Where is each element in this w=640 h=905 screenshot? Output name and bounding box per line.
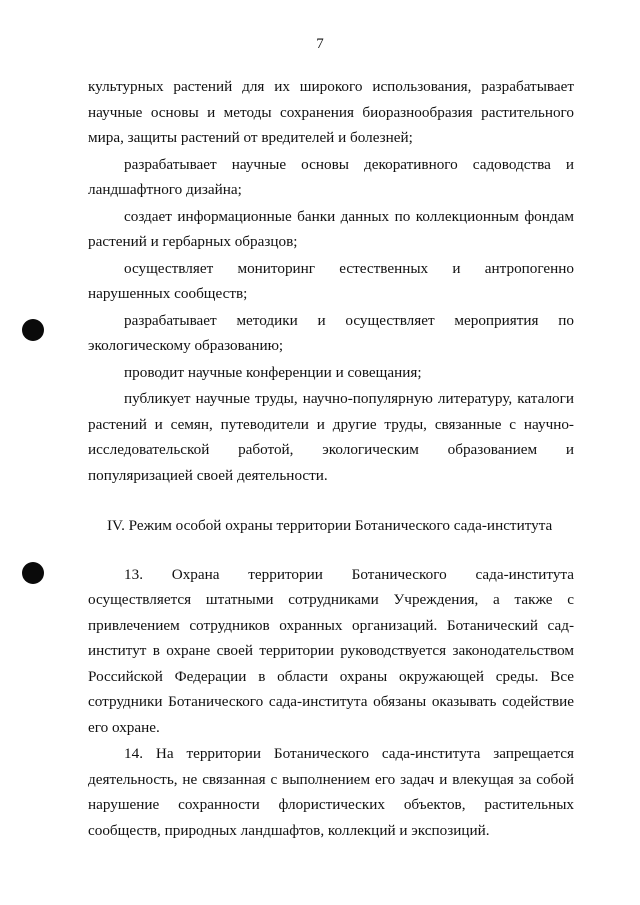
paragraph: проводит научные конференции и совещания; bbox=[124, 363, 422, 381]
punch-hole bbox=[22, 319, 44, 341]
paragraph: 14. На территории Ботанического сада-института запрещается деятельность, не связанная с выполнением его задач и влекущая за собой нарушение сохранности флористических объектов, растительных сообществ, природных ландшафтов, коллекций и экспозиций. bbox=[88, 745, 574, 839]
paragraph: разрабатывает методики и осуществляет мероприятия по экологическому образованию; bbox=[88, 311, 574, 354]
paragraph: 13. Охрана территории Ботанического сада-института осуществляется штатными сотрудниками Учреждения, а также с привлечением сотрудников охранных организаций. Ботанический сад-институт в охране своей территории руководствуется законодательством Российской Федерации в области охраны окружающей среды. Все сотрудники Ботанического сада-института обязаны оказывать содействие его охране. bbox=[88, 565, 574, 736]
paragraphs-after bbox=[88, 562, 574, 844]
paragraph: осуществляет мониторинг естественных и антропогенно нарушенных сообществ; bbox=[88, 259, 574, 302]
paragraphs-before bbox=[88, 74, 574, 488]
paragraph: культурных растений для их широкого использования, разрабатывает научные основы и методы сохранения биоразнообразия растительного мира, защиты растений от вредителей и болезней; bbox=[88, 78, 574, 146]
document-body bbox=[88, 74, 574, 843]
page-number: 7 bbox=[316, 36, 324, 52]
punch-hole bbox=[22, 562, 44, 584]
section-heading: IV. Режим особой охраны территории Ботанического сада-института bbox=[107, 517, 553, 534]
paragraph: публикует научные труды, научно-популярную литературу, каталоги растений и семян, путеводители и другие труды, связанные с научно-исследовательской работой, экологическим образованием и популяризацией своей деятельности. bbox=[88, 390, 574, 484]
paragraph: разрабатывает научные основы декоративного садоводства и ландшафтного дизайна; bbox=[88, 155, 574, 198]
paragraph: создает информационные банки данных по коллекционным фондам растений и гербарных образцов; bbox=[88, 207, 574, 250]
